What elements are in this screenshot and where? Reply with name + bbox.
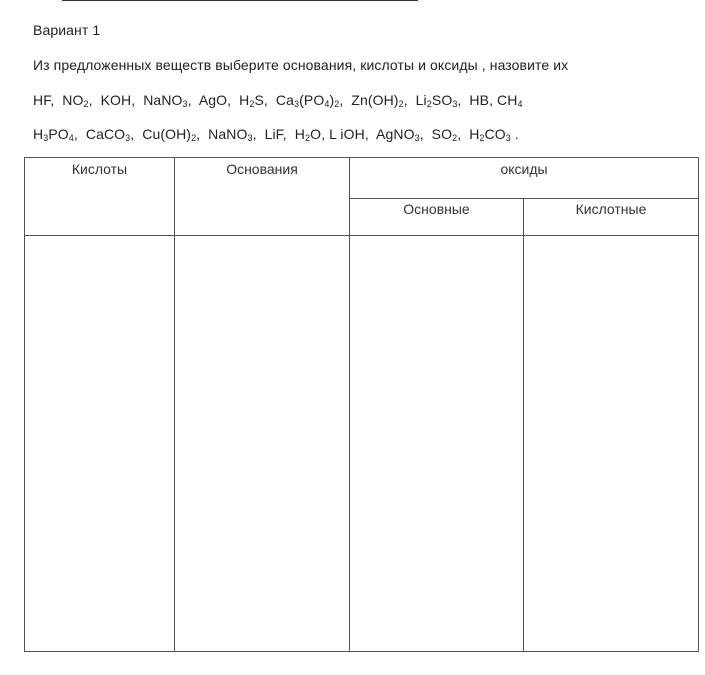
formula-separator: , xyxy=(282,126,295,142)
formula-separator: , xyxy=(187,92,199,108)
chemical-formula: HF xyxy=(33,92,51,108)
chemical-formula: AgNO$_3$ xyxy=(376,126,420,143)
chemical-formula: $SO_2$ xyxy=(431,126,458,143)
formula-separator: , xyxy=(457,126,470,142)
chemical-formula: $CH_4$ xyxy=(497,92,523,109)
formula-separator: , xyxy=(88,92,101,108)
chemical-formula: $H_2O$ xyxy=(294,126,322,143)
chemical-formula: NaNO$_3$ xyxy=(208,126,253,143)
formula-separator: . xyxy=(510,126,519,142)
chemical-formula: CaCO$_3$ xyxy=(85,126,131,143)
chemical-formula: $Cu(OH)_2$ xyxy=(142,126,197,143)
formula-separator: , xyxy=(364,126,377,142)
chemical-formula: NaNO$_3$ xyxy=(143,92,188,109)
formula-separator: , xyxy=(321,126,330,142)
formula-separator: , xyxy=(50,92,63,108)
formula-separator: , xyxy=(457,92,470,108)
chemical-formula: $H_2S$ xyxy=(239,92,264,109)
formula-separator: , xyxy=(339,92,352,108)
chemical-formula: LiF xyxy=(264,126,283,142)
formula-separator: , xyxy=(489,92,498,108)
formula-separator: , xyxy=(252,126,265,142)
answer-cell-basic-oxides[interactable] xyxy=(350,236,524,652)
chemical-formula: $Zn(OH)_2$ xyxy=(351,92,404,109)
chemical-formula: HB xyxy=(469,92,490,108)
variant-title: Вариант 1 xyxy=(33,22,101,38)
formula-separator: , xyxy=(419,126,432,142)
formula-separator: , xyxy=(263,92,276,108)
answer-cell-bases[interactable] xyxy=(175,236,350,652)
task-text: Из предложенных веществ выберите основания, кислоты и оксиды , назовите их xyxy=(33,57,569,73)
chemical-formula: $H_3PO_4$ xyxy=(33,126,74,143)
chemical-formula: $Li_2SO_3$ xyxy=(415,92,458,109)
column-header-bases: Основания xyxy=(175,158,350,236)
top-rule xyxy=(62,0,418,1)
chemical-formula: L iOH xyxy=(329,126,365,142)
formula-separator: , xyxy=(73,126,86,142)
subheader-basic-oxides: Основные xyxy=(350,199,524,236)
column-header-oxides: оксиды xyxy=(350,158,699,199)
subheader-acidic-oxides: Кислотные xyxy=(524,199,699,236)
formula-line-2 xyxy=(33,125,519,143)
chemical-formula: AgO xyxy=(198,92,228,108)
chemical-formula: $Ca_3(PO_4)_2$ xyxy=(275,92,340,109)
formula-separator: , xyxy=(227,92,240,108)
formula-separator: , xyxy=(403,92,416,108)
chemical-formula: KOH xyxy=(100,92,132,108)
chemical-formula: $H_2CO_3$ xyxy=(469,126,511,143)
answer-cell-acids[interactable] xyxy=(25,236,175,652)
answer-cell-acidic-oxides[interactable] xyxy=(524,236,699,652)
chemical-formula: $NO_2$ xyxy=(62,92,89,109)
column-header-acids: Кислоты xyxy=(25,158,175,236)
formula-separator: , xyxy=(130,126,143,142)
formula-line-1 xyxy=(33,91,523,109)
answer-table xyxy=(24,157,699,652)
formula-separator: , xyxy=(196,126,209,142)
formula-separator: , xyxy=(131,92,144,108)
